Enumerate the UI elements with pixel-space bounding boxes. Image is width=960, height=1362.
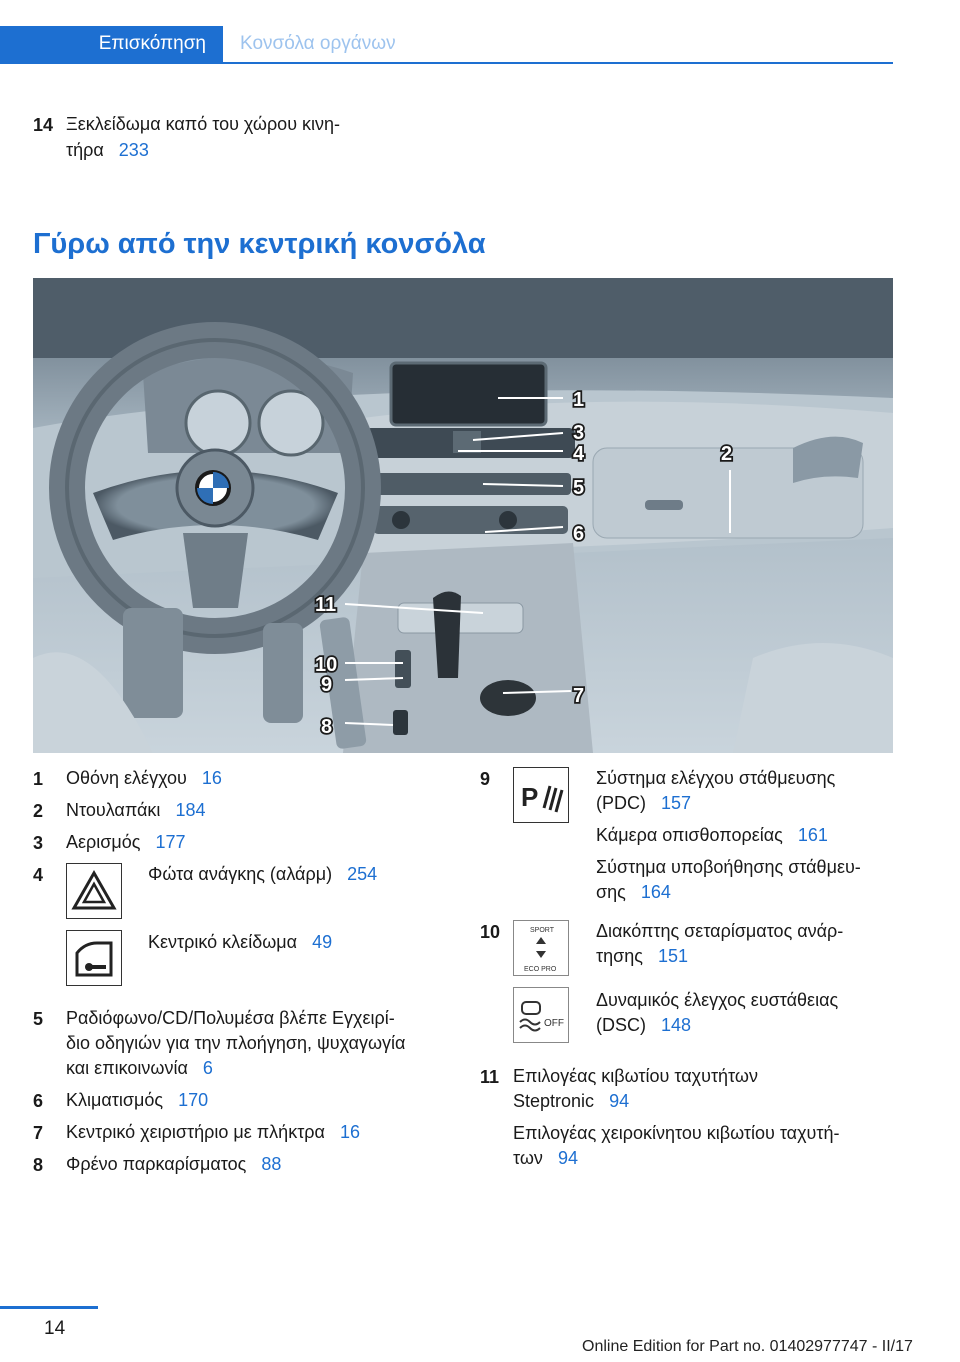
list-item: Αερισμός 177 [66,832,186,852]
central-lock-icon [66,930,122,986]
page-ref-link[interactable]: 148 [661,1015,692,1035]
edition-note: Online Edition for Part no. 01402977747 - II/17 [582,1338,913,1355]
page-ref-link[interactable]: 16 [339,1122,360,1142]
item-text: Ξεκλείδωμα καπό του χώρου κινη‑ [66,114,341,134]
item-number: 8 [33,1155,44,1175]
list-item: Σύστημα ελέγχου στάθμευσης [596,768,836,788]
callout-4: 4 [573,443,585,465]
list-item: Ραδιόφωνο/CD/Πολυμέσα βλέπε Εγχειρί‑ [66,1008,395,1028]
page-ref-link[interactable]: 88 [261,1154,282,1174]
list-item: Steptronic 94 [513,1091,630,1111]
callout-1: 1 [573,389,585,411]
list-item: Κεντρικό κλείδωμα 49 [148,932,333,952]
item-number: 3 [33,833,44,853]
dashboard-photo [33,278,893,753]
page-ref-link[interactable]: 233 [118,140,149,160]
dsc-off-icon [513,987,569,1043]
list-item: Φρένο παρκαρίσματος 88 [66,1154,282,1174]
list-item: Δυναμικός έλεγχος ευστάθειας [596,990,839,1010]
page-ref-link[interactable]: 164 [640,882,671,902]
tab-instrument-cluster[interactable]: Κονσόλα οργάνων [240,33,396,54]
callout-5: 5 [573,477,585,499]
list-item: Κλιματισμός 170 [66,1090,209,1110]
callout-3: 3 [573,422,585,444]
page-ref-link[interactable]: 157 [661,793,692,813]
hazard-icon [66,863,122,919]
page-ref-link[interactable]: 94 [609,1091,630,1111]
list-item: (DSC) 148 [596,1015,692,1035]
item-number: 5 [33,1009,44,1029]
callout-6: 6 [573,523,585,545]
item-number: 10 [480,922,501,942]
list-item: Φώτα ανάγκης (αλάρμ) 254 [148,864,378,884]
page-ref-link[interactable]: 94 [557,1148,578,1168]
list-item: και επικοινωνία 6 [66,1058,213,1078]
section-title: Γύρω από την κεντρική κονσόλα [33,228,486,260]
list-item: Κεντρικό χειριστήριο με πλήκτρα 16 [66,1122,360,1142]
svg-text:P: P [521,782,539,812]
item-number: 6 [33,1091,44,1111]
list-item: διο οδηγιών για την πλοήγηση, ψυχαγωγία [66,1033,406,1053]
list-item: (PDC) 157 [596,793,692,813]
page-ref-link[interactable]: 6 [202,1058,213,1078]
page-ref-link[interactable]: 151 [657,946,688,966]
callout-7: 7 [573,685,585,707]
item-number: 1 [33,769,44,789]
callout-9: 9 [321,674,333,696]
list-item: Επιλογέας κιβωτίου ταχυτήτων [513,1066,758,1086]
footer-accent-bar [0,1306,98,1309]
list-item: Σύστημα υποβοήθησης στάθμευ‑ [596,857,861,877]
page-ref-link[interactable]: 49 [312,932,333,952]
page-ref-link[interactable]: 177 [155,832,186,852]
item-number: 7 [33,1123,44,1143]
list-item: Επιλογέας χειροκίνητου κιβωτίου ταχυτή‑ [513,1123,840,1143]
item-number: 9 [480,769,491,789]
item-number: 2 [33,801,44,821]
item-number: 4 [33,865,44,885]
pdc-icon [513,767,569,823]
page-ref-link[interactable]: 170 [178,1090,209,1110]
item-number: 11 [480,1067,500,1087]
page-number: 14 [44,1318,66,1339]
sport-label: SPORT [530,927,554,934]
callout-2: 2 [721,443,733,465]
list-item: Ντουλαπάκι 184 [66,800,206,820]
list-item: Οθόνη ελέγχου 16 [66,768,222,788]
off-label: OFF [544,1018,564,1029]
item-text: τήρα 233 [66,140,149,160]
page-ref-link[interactable]: 161 [797,825,828,845]
header-tabs [0,26,893,64]
page-ref-link[interactable]: 16 [201,768,222,788]
list-item: σης 164 [596,882,671,902]
list-item: Διακόπτης σεταρίσματος ανάρ‑ [596,921,844,941]
list-item: Κάμερα οπισθοπορείας 161 [596,825,828,845]
driving-mode-icon [513,920,569,976]
callout-11: 11 [315,594,337,616]
page-ref-link[interactable]: 184 [175,800,206,820]
callout-10: 10 [315,654,338,676]
callout-8: 8 [321,716,333,738]
item-number: 14 [33,115,54,135]
tab-overview[interactable]: Επισκόπηση [0,26,223,62]
page-ref-link[interactable]: 254 [347,864,378,884]
list-item: των 94 [513,1148,578,1168]
eco-pro-label: ECO PRO [524,966,557,973]
list-item: τησης 151 [596,946,688,966]
